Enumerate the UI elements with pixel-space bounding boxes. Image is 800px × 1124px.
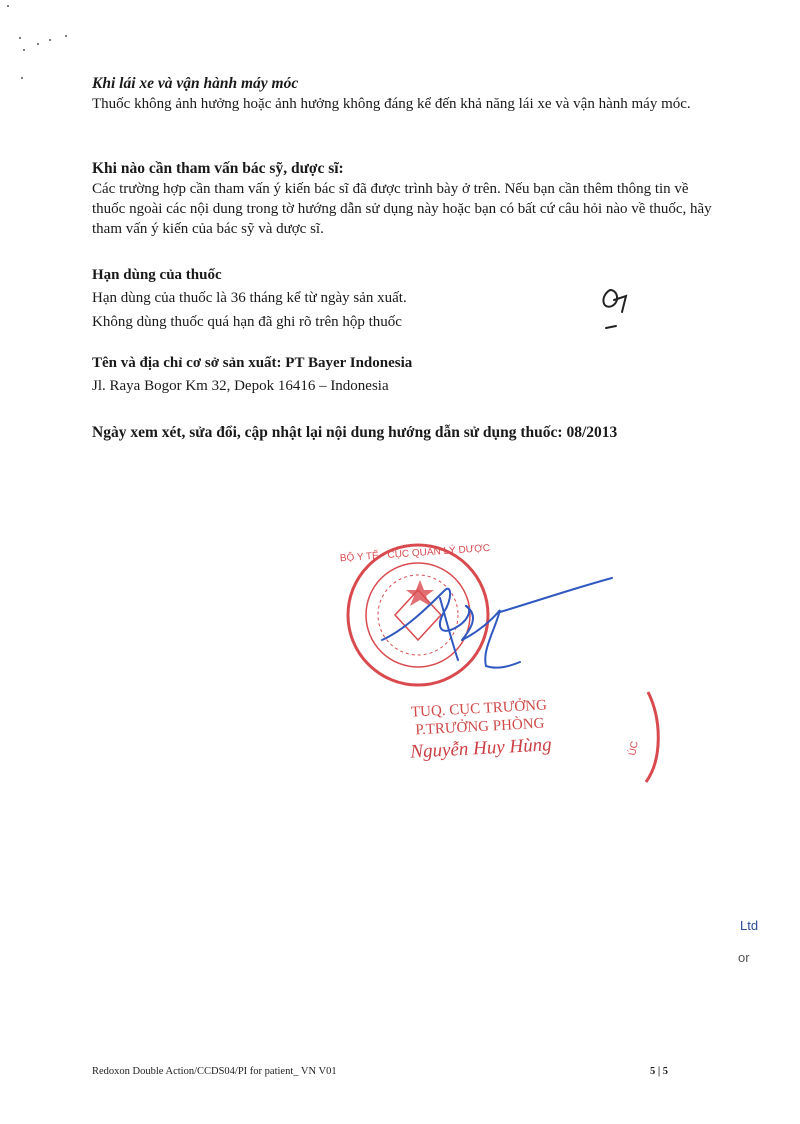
section-heading: Khi nào cần tham vấn bác sỹ, dược sĩ: bbox=[92, 160, 344, 177]
partial-stamp-icon bbox=[646, 692, 658, 782]
handwritten-initials-icon bbox=[603, 290, 626, 328]
partial-stamp-text: ÚC bbox=[627, 740, 641, 757]
signatory-name: Nguyễn Huy Hùng bbox=[409, 734, 553, 763]
section-heading: Tên và địa chỉ cơ sở sản xuất: PT Bayer Indonesia bbox=[92, 355, 413, 371]
stamp-ring-text: BỘ Y TẾ · CỤC QUẢN LÝ DƯỢC bbox=[339, 542, 491, 565]
scan-dots bbox=[7, 5, 67, 79]
section-heading: Khi lái xe và vận hành máy móc bbox=[92, 75, 299, 92]
section-heading: Hạn dùng của thuốc bbox=[92, 267, 222, 283]
section-body: Các trường hợp cần tham vấn ý kiến bác sĩ đã được trình bày ở trên. Nếu bạn cần thêm thông tin về thuốc ngoài các nội dung trong tờ hướng dẫn sử dụng này hoặc bạn có bất cứ câu hỏi nào về thuốc, hãy tham vấn ý kiến của bác sỹ và dược sĩ. bbox=[92, 181, 712, 237]
expiry-line: Không dùng thuốc quá hạn đã ghi rõ trên hộp thuốc bbox=[92, 314, 402, 330]
edge-text-ltd: Ltd bbox=[740, 918, 759, 933]
stamp-signature-block bbox=[379, 695, 582, 763]
shelf-life-line: Hạn dùng của thuốc là 36 tháng kể từ ngày sản xuất. bbox=[92, 290, 407, 306]
stamp-title-line1: TUQ. CỤC TRƯỞNG bbox=[410, 697, 548, 721]
stamp-title-line2: P.TRƯỞNG PHÒNG bbox=[414, 715, 545, 739]
footer-document-id: Redoxon Double Action/CCDS04/PI for patient_ VN V01 bbox=[92, 1066, 337, 1077]
edge-text-or: or bbox=[738, 950, 750, 965]
footer-page-number: 5 | 5 bbox=[650, 1066, 669, 1077]
manufacturer-address: Jl. Raya Bogor Km 32, Depok 16416 – Indonesia bbox=[92, 378, 389, 394]
revision-date: Ngày xem xét, sửa đổi, cập nhật lại nội dung hướng dẫn sử dụng thuốc: 08/2013 bbox=[92, 424, 618, 441]
section-body: Thuốc không ảnh hưởng hoặc ảnh hưởng không đáng kể đến khả năng lái xe và vận hành máy móc. bbox=[92, 96, 691, 112]
